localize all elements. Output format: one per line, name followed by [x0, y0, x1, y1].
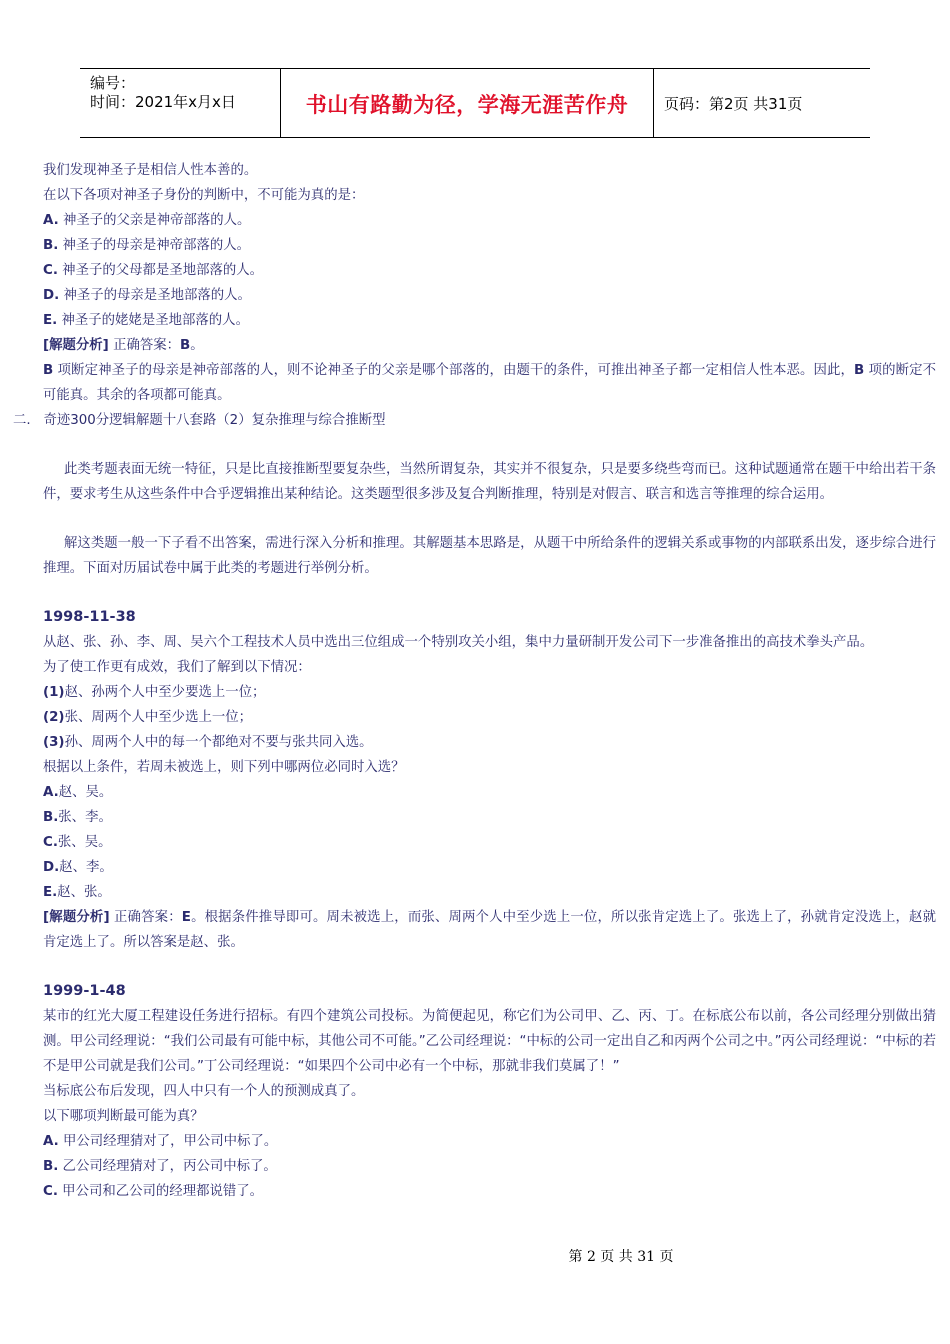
option-item — [43, 855, 936, 880]
condition-key: (2) — [43, 710, 65, 725]
question-prompt: 根据以上条件，若周未被选上，则下列中哪两位必同时入选？ — [43, 760, 405, 775]
option-item — [43, 208, 936, 233]
condition-text: 张、周两个人中至少选上一位； — [64, 710, 253, 725]
analysis-explanation — [43, 905, 936, 955]
option-item — [43, 1154, 936, 1179]
option-text: 赵、李。 — [59, 860, 113, 875]
option-text: 张、李。 — [58, 810, 112, 825]
section-number: 二. — [13, 413, 31, 428]
analysis-explanation — [43, 358, 936, 408]
option-text: 甲公司和乙公司的经理都说错了。 — [57, 1184, 264, 1199]
section-heading — [13, 408, 906, 433]
header-motto: 书山有路勤为径，学海无涯苦作舟 — [305, 92, 629, 117]
condition-item — [43, 730, 936, 755]
paragraph: 此类考题表面无统一特征，只是比直接推断型要复杂些，当然所谓复杂，其实并不很复杂，只是要多绕些弯而已。这种试题通常在题干中给出若干条件，要求考生从这些条件中合乎逻辑推出某种结论。这类题型很多涉及复合判断推理，特别是对假言、联言和选言等推理的综合运用。 — [43, 462, 936, 502]
condition-item — [43, 705, 936, 730]
condition-key: (1) — [43, 685, 65, 700]
option-item — [43, 1129, 936, 1154]
analysis-answer: E — [181, 910, 191, 925]
condition-text: 赵、孙两个人中至少要选上一位； — [64, 685, 266, 700]
option-item — [43, 283, 936, 308]
option-key: B. — [43, 238, 59, 253]
option-text: 神圣子的姥姥是圣地部落的人。 — [57, 313, 249, 328]
header-page-info: 页码：第2页 共31页 — [664, 95, 803, 113]
question-stem: 某市的红光大厦工程建设任务进行招标。有四个建筑公司投标。为简便起见，称它们为公司甲、乙、丙、丁。在标底公布以前，各公司经理分别做出猜测。甲公司经理说：“我们公司最有可能中标，其他公司不可能。”乙公司经理说：“中标的公司一定出自乙和丙两个公司之中。”丙公司经理说：“中标的若不是甲公司就是我们公司。”丁公司经理说：“如果四个公司中必有一个中标，那就非我们莫属了！” — [43, 1009, 937, 1074]
explain-key: B — [43, 363, 54, 378]
option-text: 赵、张。 — [57, 885, 111, 900]
option-text: 乙公司经理猜对了，丙公司中标了。 — [58, 1159, 277, 1174]
analysis-label: [解题分析] — [43, 910, 110, 925]
option-key: B. — [43, 1159, 59, 1174]
option-key: E. — [43, 885, 58, 900]
option-item — [43, 308, 936, 333]
option-text: 张、吴。 — [57, 835, 112, 850]
paragraph: 解这类题一般一下子看不出答案，需进行深入分析和推理。其解题基本思路是，从题干中所给条件的逻辑关系或事物的内部联系出发，逐步综合进行推理。下面对历届试卷中属于此类的考题进行举例分析。 — [43, 536, 936, 576]
option-key: A. — [43, 1134, 59, 1149]
option-key: C. — [43, 1184, 58, 1199]
analysis-answer: B — [180, 338, 191, 353]
option-item — [43, 1179, 936, 1204]
option-item — [43, 830, 936, 855]
analysis-label: [解题分析] — [43, 338, 109, 353]
page-header — [80, 68, 870, 138]
question-stem: 为了使工作更有成效，我们了解到以下情况： — [43, 660, 311, 675]
header-left-cell — [80, 69, 281, 137]
analysis-prefix: 正确答案： — [108, 338, 181, 353]
explain-key: B — [854, 363, 865, 378]
option-key: C. — [43, 263, 58, 278]
paragraph: 我们发现神圣子是相信人性本善的。 — [43, 163, 258, 178]
option-key: D. — [43, 288, 60, 303]
option-key: A. — [43, 785, 59, 800]
paragraph: 在以下各项对神圣子身份的判断中，不可能为真的是： — [43, 188, 365, 203]
question-stem: 从赵、张、孙、李、周、吴六个工程技术人员中选出三位组成一个特别攻关小组，集中力量研制开发公司下一步准备推出的高技术拳头产品。 — [43, 635, 874, 650]
option-item — [43, 258, 936, 283]
option-key: A. — [43, 213, 59, 228]
option-key: E. — [43, 313, 58, 328]
question-id: 1999-1-48 — [43, 983, 126, 999]
section-title: 奇迹300分逻辑解题十八套路（2）复杂推理与综合推断型 — [43, 413, 386, 428]
option-key: B. — [43, 810, 59, 825]
option-item — [43, 780, 936, 805]
question-id: 1998-11-38 — [43, 609, 136, 625]
time-label: 时间：2021年x月x日 — [90, 93, 236, 111]
option-text: 甲公司经理猜对了，甲公司中标了。 — [58, 1134, 278, 1149]
number-label: 编号： — [90, 74, 136, 92]
analysis-line — [43, 333, 936, 358]
document-body — [13, 158, 937, 1204]
question-prompt: 以下哪项判断最可能为真？ — [43, 1109, 204, 1124]
option-item — [43, 880, 936, 905]
question-stem: 当标底公布后发现，四人中只有一个人的预测成真了。 — [43, 1084, 365, 1099]
explain-text: 项的断定不可能真。其余的各项都可能真。 — [43, 363, 936, 403]
option-item — [43, 233, 936, 258]
option-text: 神圣子的父母都是圣地部落的人。 — [57, 263, 264, 278]
footer-page-number: 第 2 页 共 31 页 — [568, 1249, 674, 1265]
option-text: 神圣子的母亲是圣地部落的人。 — [59, 288, 251, 303]
option-text: 赵、吴。 — [58, 785, 113, 800]
analysis-text: 。根据条件推导即可。周未被选上，而张、周两个人中至少选上一位，所以张肯定选上了。张选上了，孙就肯定没选上，赵就肯定选上了。所以答案是赵、张。 — [43, 910, 936, 950]
explain-text: 项断定神圣子的母亲是神帝部落的人，则不论神圣子的父亲是哪个部落的，由题干的条件，可推出神圣子都一定相信人性本恶。因此， — [53, 363, 855, 378]
option-text: 神圣子的母亲是神帝部落的人。 — [58, 238, 251, 253]
option-text: 神圣子的父亲是神帝部落的人。 — [58, 213, 251, 228]
option-key: C. — [43, 835, 58, 850]
condition-text: 孙、周两个人中的每一个都绝对不要与张共同入选。 — [64, 735, 373, 750]
option-key: D. — [43, 860, 60, 875]
analysis-suffix: 。 — [190, 338, 204, 353]
option-item — [43, 805, 936, 830]
header-middle-cell — [281, 69, 654, 137]
analysis-prefix: 正确答案： — [109, 910, 182, 925]
header-right-cell — [654, 69, 870, 137]
page-footer — [0, 1246, 950, 1266]
condition-item — [43, 680, 936, 705]
condition-key: (3) — [43, 735, 65, 750]
